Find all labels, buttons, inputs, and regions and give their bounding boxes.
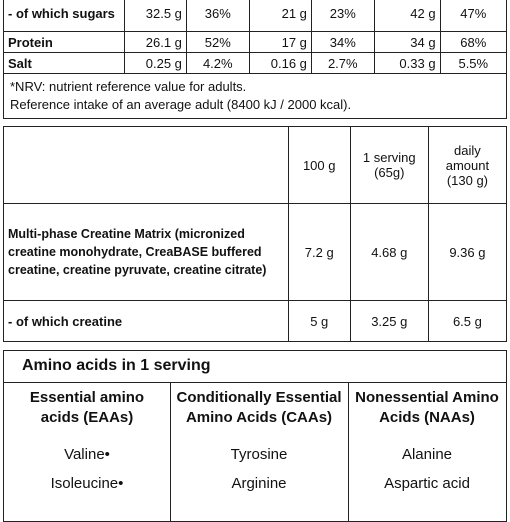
eaa-heading: Essential amino acids (EAAs): [29, 389, 145, 426]
row-label: - of which creatine: [4, 301, 289, 342]
table-cell: 0.16 g: [249, 53, 311, 74]
table-cell: 0.25 g: [124, 53, 186, 74]
table-cell: 2.7%: [311, 53, 374, 74]
table-row: [4, 74, 507, 119]
creatine-table: [3, 126, 507, 342]
table-cell: 68%: [440, 32, 506, 53]
list-item: Arginine: [231, 475, 287, 492]
naa-heading: Nonessential Amino Acids (NAAs): [355, 389, 499, 426]
nrv-note: [4, 74, 507, 119]
table-cell: 4.2%: [186, 53, 249, 74]
table-cell: 9.36 g: [428, 204, 506, 301]
table-cell: 6.5 g: [428, 301, 506, 342]
table-cell: 42 g: [374, 0, 440, 32]
table-cell: 5.5%: [440, 53, 506, 74]
nrv-note-line-1: *NRV: nutrient reference value for adults.: [10, 79, 247, 94]
table-cell: 7.2 g: [288, 204, 350, 301]
nrv-note-line-2: Reference intake of an average adult (8400 kJ / 2000 kcal).: [10, 97, 352, 112]
table-cell: 21 g: [249, 0, 311, 32]
amino-acids-box: [3, 350, 507, 522]
table-row: [4, 32, 507, 53]
table-cell: 32.5 g: [124, 0, 186, 32]
list-item: Isoleucine•: [50, 475, 124, 492]
amino-title: Amino acids in 1 serving: [22, 357, 211, 374]
table-cell: 4.68 g: [350, 204, 428, 301]
header-daily: daily amount (130 g): [428, 127, 506, 204]
table-cell: 52%: [186, 32, 249, 53]
eaa-column: [4, 382, 171, 521]
table-cell: 5 g: [288, 301, 350, 342]
list-item: Aspartic acid: [384, 475, 470, 492]
table-cell: 17 g: [249, 32, 311, 53]
table-cell: 26.1 g: [124, 32, 186, 53]
table-cell: 0.33 g: [374, 53, 440, 74]
table-cell: 23%: [311, 0, 374, 32]
table-cell: 36%: [186, 0, 249, 32]
table-row: [4, 0, 507, 32]
list-item: Valine•: [64, 446, 110, 463]
nutrition-table: [3, 0, 507, 119]
table-header-row: [4, 127, 507, 204]
row-label: Multi-phase Creatine Matrix (micronized creatine monohydrate, CreaBASE buffered creatine, creatine pyruvate, creatine citrate): [4, 204, 289, 301]
header-serving: 1 serving (65g): [350, 127, 428, 204]
table-row: [4, 53, 507, 74]
row-label: Salt: [4, 53, 125, 74]
naa-list: [348, 440, 506, 498]
caa-list: [170, 440, 348, 498]
table-cell: 47%: [440, 0, 506, 32]
header-100g: 100 g: [288, 127, 350, 204]
row-label: - of which sugars: [4, 0, 125, 32]
list-item: Tyrosine: [230, 446, 288, 463]
table-cell: 34 g: [374, 32, 440, 53]
naa-column: [348, 382, 506, 521]
empty-header-cell: [4, 127, 289, 204]
table-cell: 34%: [311, 32, 374, 53]
table-row: [4, 301, 507, 342]
list-item: Alanine: [401, 446, 453, 463]
table-cell: 3.25 g: [350, 301, 428, 342]
table-row: [4, 204, 507, 301]
caa-column: [170, 382, 349, 521]
caa-heading: Conditionally Essential Amino Acids (CAAs): [176, 389, 342, 426]
row-label: Protein: [4, 32, 125, 53]
eaa-list: [4, 440, 170, 498]
